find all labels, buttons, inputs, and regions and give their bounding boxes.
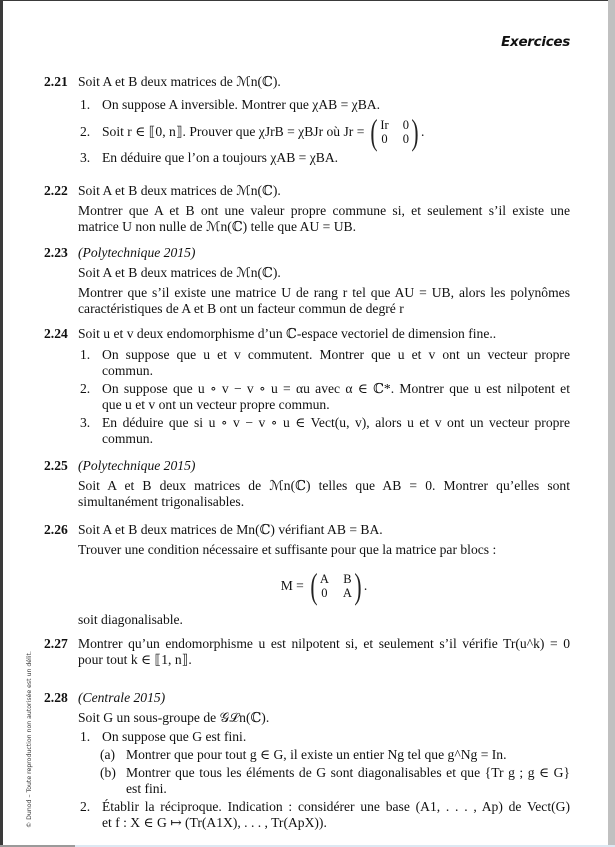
- exercise-intro: Soit A et B deux matrices de ℳn(ℂ).: [78, 74, 281, 89]
- item-text-line: En déduire que si u ∘ v − v ∘ u ∈ Vect(u, v), alors u et v ont un vecteur propre: [102, 415, 570, 430]
- exercise-intro: Soit G un sous-groupe de 𝒢ℒn(ℂ).: [78, 710, 270, 725]
- exercise-2-23: [44, 245, 570, 317]
- window-top-border: [0, 0, 615, 1]
- exercise-subitem: [100, 765, 570, 797]
- item-label: 2.: [80, 124, 91, 139]
- exercise-intro: Soit u et v deux endomorphisme d’un ℂ-espace vectoriel de dimension fine..: [78, 326, 497, 341]
- exercise-2-21: [44, 74, 570, 166]
- exercise-text-line: Montrer qu’un endomorphisme u est nilpotent si, et seulement s’il vérifie Tr(u^k) = 0: [78, 636, 570, 651]
- item-text-line: commun.: [102, 431, 153, 446]
- exercise-item: [78, 97, 570, 113]
- exercise-subitem: [100, 747, 570, 763]
- matrix-cell: 0: [381, 132, 388, 146]
- exercise-item: [78, 112, 570, 152]
- subitem-text-line: est fini.: [126, 781, 167, 796]
- matrix-cell: A: [342, 586, 352, 600]
- item-label: 3.: [80, 150, 91, 165]
- matrix-cell: B: [343, 572, 352, 586]
- exercise-text-line: Montrer que A et B ont une valeur propre commune si, et seulement s’il existe une: [78, 203, 570, 218]
- equation-end: .: [363, 578, 368, 593]
- item-label: 2.: [80, 799, 91, 814]
- exercise-text-line: Montrer que s’il existe une matrice U de rang r tel que AU = UB, alors les polynômes: [78, 285, 570, 300]
- exercise-2-28: [44, 690, 570, 831]
- exercise-number: 2.22: [44, 183, 68, 198]
- item-text-line: commun.: [102, 363, 153, 378]
- window-left-border: [0, 0, 3, 847]
- exercise-intro: Soit A et B deux matrices de Mn(ℂ) vérifiant AB = BA.: [78, 522, 383, 537]
- item-text-end: .: [420, 124, 425, 139]
- exercise-intro: Soit A et B deux matrices de ℳn(ℂ).: [78, 183, 281, 198]
- item-text-line: Établir la réciproque. Indication : considérer une base (A1, . . . , Ap) de Vect(G): [102, 799, 570, 814]
- exercise-text-line: Trouver une condition nécessaire et suffisante pour que la matrice par blocs :: [78, 542, 497, 557]
- exercise-number: 2.28: [44, 690, 68, 705]
- item-label: 1.: [80, 347, 91, 362]
- exercise-source: (Centrale 2015): [78, 690, 166, 705]
- subitem-label: (b): [100, 765, 116, 780]
- exercise-number: 2.24: [44, 326, 68, 341]
- exercise-text-line: pour tout k ∈ ⟦1, n⟧.: [78, 652, 192, 667]
- subitem-label: (a): [100, 747, 116, 762]
- exercise-item: [78, 729, 570, 745]
- matrix-cell: 0: [402, 132, 409, 146]
- exercise-text-line: Soit A et B deux matrices de ℳn(ℂ) telles que AB = 0. Montrer qu’elles sont: [78, 478, 570, 493]
- exercise-text-line: soit diagonalisable.: [78, 612, 183, 627]
- exercise-number: 2.25: [44, 458, 68, 473]
- item-label: 1.: [80, 729, 91, 744]
- equation-lhs: M =: [280, 578, 304, 593]
- item-label: 2.: [80, 381, 91, 396]
- exercise-source: (Polytechnique 2015): [78, 245, 196, 260]
- matrix-cell: 0: [321, 586, 328, 600]
- display-equation: [78, 568, 570, 604]
- exercise-number: 2.27: [44, 636, 68, 651]
- right-paren: ): [411, 112, 419, 152]
- subitem-text-line: Montrer que tous les éléments de G sont diagonalisables et que {Tr g ; g ∈ G}: [126, 765, 570, 780]
- item-text: Soit r ∈ ⟦0, n⟧. Prouver que χJrB = χBJr où Jr =: [102, 124, 365, 139]
- matrix-jr: [368, 114, 421, 150]
- exercise-number: 2.23: [44, 245, 68, 260]
- item-text-line: On suppose que u ∘ v − v ∘ u = αu avec α ∈ ℂ*. Montrer que u est nilpotent et: [102, 381, 570, 396]
- exercise-item: [78, 799, 570, 831]
- left-paren: (: [310, 566, 318, 606]
- left-paren: (: [370, 112, 378, 152]
- exercise-item: [78, 415, 570, 447]
- right-paren: ): [354, 566, 362, 606]
- exercise-2-22: [44, 183, 570, 235]
- item-label: 3.: [80, 415, 91, 430]
- page-header-title: Exercices: [501, 34, 570, 50]
- exercise-text-line: caractéristiques de A et B ont un facteur commun de degré r: [78, 301, 404, 316]
- exercise-number: 2.26: [44, 522, 68, 537]
- matrix-cell: A: [319, 572, 329, 586]
- subitem-text-line: Montrer que pour tout g ∈ G, il existe un entier Ng tel que g^Ng = In.: [126, 747, 507, 762]
- exercise-2-26: [44, 522, 570, 628]
- exercise-text-line: matrice U non nulle de ℳn(ℂ) telle que AU = UB.: [78, 219, 357, 234]
- item-text: On suppose A inversible. Montrer que χAB = χBA.: [102, 97, 380, 112]
- item-text-line: que u et v ont un vecteur propre commun.: [102, 397, 330, 412]
- item-text: En déduire que l’on a toujours χAB = χBA.: [102, 150, 339, 165]
- copyright-note: © Dunod – Toute reproduction non autorisée est un délit.: [26, 651, 33, 828]
- exercise-2-24: [44, 326, 570, 447]
- item-label: 1.: [80, 97, 91, 112]
- item-text-line: et f : X ∈ G ↦ (Tr(A1X), . . . , Tr(ApX)).: [102, 815, 327, 830]
- exercise-2-25: [44, 458, 570, 510]
- exercise-item: [78, 347, 570, 379]
- exercise-item: [78, 150, 570, 166]
- exercise-intro: Soit A et B deux matrices de ℳn(ℂ).: [78, 265, 281, 280]
- matrix-cell: Ir: [380, 118, 389, 132]
- exercise-item: [78, 381, 570, 413]
- exercise-number: 2.21: [44, 74, 68, 89]
- scrollbar-track[interactable]: [608, 0, 615, 845]
- block-matrix: [281, 568, 368, 604]
- exercise-text-line: simultanément trigonalisables.: [78, 494, 245, 509]
- item-text-line: On suppose que u et v commutent. Montrer que u et v ont un vecteur propre: [102, 347, 570, 362]
- item-text: On suppose que G est fini.: [102, 729, 247, 744]
- exercise-source: (Polytechnique 2015): [78, 458, 196, 473]
- matrix-cell: 0: [402, 118, 409, 132]
- exercise-2-27: [44, 636, 570, 668]
